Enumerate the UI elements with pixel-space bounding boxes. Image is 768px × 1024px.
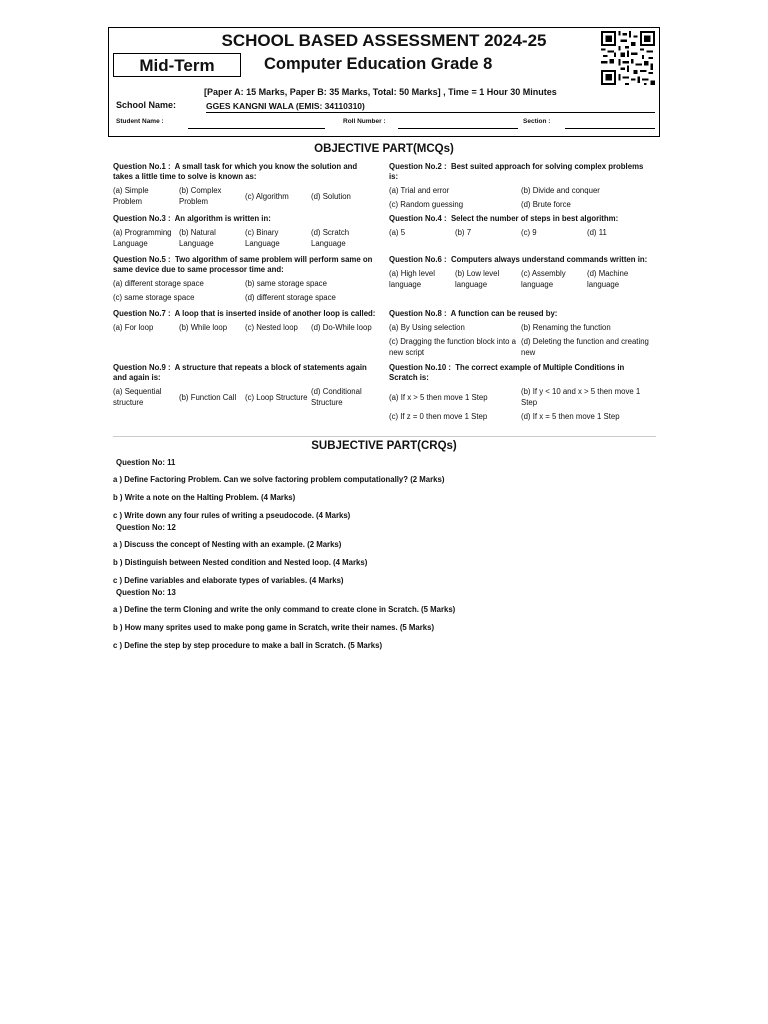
mcq-option: (b) If y < 10 and x > 5 then move 1 Step — [521, 387, 641, 407]
mcq-question — [389, 255, 653, 290]
mcq-option: (c) Random guessing — [389, 200, 464, 209]
roll-number-field — [398, 128, 518, 129]
mcq-option: (a) Sequential structure — [113, 387, 162, 407]
mcq-question-text — [113, 363, 377, 383]
subject-title: Computer Education Grade 8 — [264, 55, 493, 73]
mcq-question — [389, 162, 653, 213]
mcq-option: (c) Algorithm — [245, 191, 289, 201]
mcq-option: (b) While loop — [179, 323, 228, 332]
crq-item: c ) Define variables and elaborate types of variables. (4 Marks) — [113, 576, 344, 585]
mcq-question — [389, 363, 653, 425]
mcq-question-label: Question No.7 : — [113, 309, 171, 318]
mcq-question — [113, 255, 377, 306]
mcq-question-stem: A structure that repeats a block of statements again and again is: — [113, 363, 367, 382]
mcq-question-text — [113, 255, 377, 275]
mcq-option: (b) Function Call — [179, 392, 237, 402]
mcq-option: (d) If x = 5 then move 1 Step — [521, 412, 620, 421]
mcq-question-text — [389, 162, 653, 182]
mcq-option: (d) Solution — [311, 191, 351, 201]
mcq-question-stem: Select the number of steps in best algorithm: — [450, 214, 619, 223]
mcq-options — [389, 227, 653, 238]
crq-item: c ) Define the step by step procedure to make a ball in Scratch. (5 Marks) — [113, 641, 383, 650]
subjective-heading: SUBJECTIVE PART(CRQs) — [311, 440, 457, 452]
mcq-question-text — [389, 214, 653, 224]
mcq-question-label: Question No.6 : — [389, 255, 447, 264]
mcq-option: (d) Deleting the function and creating new — [521, 337, 649, 357]
mcq-question-stem: Two algorithm of same problem will perform same on same device due to same processor time and: — [113, 255, 373, 274]
mcq-option: (d) different storage space — [245, 293, 336, 302]
crq-question-number: Question No: 13 — [116, 588, 176, 597]
mcq-question-label: Question No.10 : — [389, 363, 451, 372]
mcq-question-label: Question No.1 : — [113, 162, 171, 171]
mcq-options — [389, 185, 653, 213]
mcq-question-label: Question No.2 : — [389, 162, 447, 171]
mcq-question-text — [389, 309, 653, 319]
section-field — [565, 128, 655, 129]
crq-item: c ) Write down any four rules of writing a pseudocode. (4 Marks) — [113, 511, 351, 520]
mcq-option: (b) Divide and conquer — [521, 186, 600, 195]
mcq-option: (c) Dragging the function block into a new script — [389, 337, 516, 357]
mcq-question-text — [113, 214, 377, 224]
crq-item: a ) Define the term Cloning and write the only command to create clone in Scratch. (5 Marks) — [113, 605, 456, 614]
mcq-option: (d) Conditional Structure — [311, 387, 362, 407]
crq-item: b ) How many sprites used to make pong game in Scratch, write their names. (5 Marks) — [113, 623, 435, 632]
mcq-option: (d) 11 — [587, 228, 607, 237]
mcq-question-text — [389, 255, 653, 265]
mcq-question — [113, 162, 377, 207]
mcq-option: (a) Programming Language — [113, 228, 172, 248]
mcq-options — [389, 322, 653, 361]
mcq-option: (a) different storage space — [113, 279, 204, 288]
school-name-label: School Name: — [116, 100, 177, 110]
mcq-question — [113, 363, 377, 408]
mcq-question-stem: Computers always understand commands written in: — [450, 255, 648, 264]
mcq-question-stem: The correct example of Multiple Conditions in Scratch is: — [389, 363, 625, 382]
mcq-option: (b) Natural Language — [179, 228, 216, 248]
mcq-option: (c) If z = 0 then move 1 Step — [389, 412, 488, 421]
mcq-option: (b) 7 — [455, 228, 472, 237]
student-name-label: Student Name : — [116, 118, 164, 125]
mcq-option: (a) 5 — [389, 228, 406, 237]
crq-question-number: Question No: 11 — [116, 458, 176, 467]
crq-item: b ) Distinguish between Nested condition and Nested loop. (4 Marks) — [113, 558, 368, 567]
mcq-option: (b) Renaming the function — [521, 323, 611, 332]
mcq-option: (b) Complex Problem — [179, 186, 222, 206]
mcq-question-text — [113, 162, 377, 182]
mcq-option: (a) Simple Problem — [113, 186, 149, 206]
mcq-question-stem: A function can be reused by: — [450, 309, 558, 318]
mcq-question-label: Question No.3 : — [113, 214, 171, 223]
objective-heading: OBJECTIVE PART(MCQs) — [314, 143, 454, 155]
mcq-option: (c) same storage space — [113, 293, 195, 302]
mcq-option: (a) If x > 5 then move 1 Step — [389, 392, 488, 402]
mcq-option: (d) Scratch Language — [311, 228, 350, 248]
mcq-question-stem: A small task for which you know the solution and takes a little time to solve is known as: — [113, 162, 358, 181]
mcq-question-label: Question No.5 : — [113, 255, 171, 264]
mcq-options — [113, 322, 377, 333]
page-title: SCHOOL BASED ASSESSMENT 2024-25 — [221, 31, 547, 50]
paper-info: [Paper A: 15 Marks, Paper B: 35 Marks, Total: 50 Marks] , Time = 1 Hour 30 Minutes — [204, 87, 557, 97]
mcq-question-text — [113, 309, 377, 319]
mcq-question-label: Question No.9 : — [113, 363, 171, 372]
crq-item: a ) Discuss the concept of Nesting with an example. (2 Marks) — [113, 540, 342, 549]
mcq-option: (a) High level language — [389, 269, 435, 289]
mcq-option: (c) 9 — [521, 228, 537, 237]
section-divider — [113, 436, 656, 437]
crq-item: a ) Define Factoring Problem. Can we solve factoring problem computationally? (2 Marks) — [113, 475, 445, 484]
mcq-question-stem: Best suited approach for solving complex problems is: — [389, 162, 644, 181]
mcq-option: (a) By Using selection — [389, 323, 465, 332]
mid-term-badge: Mid-Term — [113, 53, 241, 77]
mcq-option: (b) Low level language — [455, 269, 500, 289]
mcq-question-text — [389, 363, 653, 383]
mcq-options — [113, 185, 377, 207]
mcq-question — [113, 309, 377, 333]
mcq-option: (d) Machine language — [587, 269, 629, 289]
student-name-field — [188, 128, 325, 129]
mcq-option: (d) Brute force — [521, 200, 571, 209]
mcq-options — [389, 386, 653, 425]
mcq-question — [113, 214, 377, 249]
mcq-option: (b) same storage space — [245, 279, 327, 288]
crq-item: b ) Write a note on the Halting Problem. (4 Marks) — [113, 493, 296, 502]
mcq-option: (a) For loop — [113, 323, 154, 332]
mcq-option: (a) Trial and error — [389, 186, 450, 195]
mcq-option: (d) Do-While loop — [311, 323, 372, 332]
mcq-options — [113, 386, 377, 408]
school-name-value: GGES KANGNI WALA (EMIS: 34110310) — [206, 101, 655, 113]
mcq-option: (c) Loop Structure — [245, 392, 308, 402]
mcq-question — [389, 309, 653, 361]
qr-code-icon — [600, 31, 656, 85]
mcq-question-label: Question No.4 : — [389, 214, 447, 223]
mcq-option: (c) Assembly language — [521, 269, 566, 289]
mcq-option: (c) Binary Language — [245, 228, 280, 248]
mcq-option: (c) Nested loop — [245, 323, 298, 332]
mcq-options — [113, 278, 377, 306]
mcq-question — [389, 214, 653, 238]
mcq-options — [113, 227, 377, 249]
mcq-question-label: Question No.8 : — [389, 309, 447, 318]
section-label: Section : — [523, 118, 551, 125]
crq-question-number: Question No: 12 — [116, 523, 176, 532]
roll-number-label: Roll Number : — [343, 118, 386, 125]
mcq-question-stem: An algorithm is written in: — [174, 214, 271, 223]
mcq-options — [389, 268, 653, 290]
mcq-question-stem: A loop that is inserted inside of another loop is called: — [174, 309, 376, 318]
